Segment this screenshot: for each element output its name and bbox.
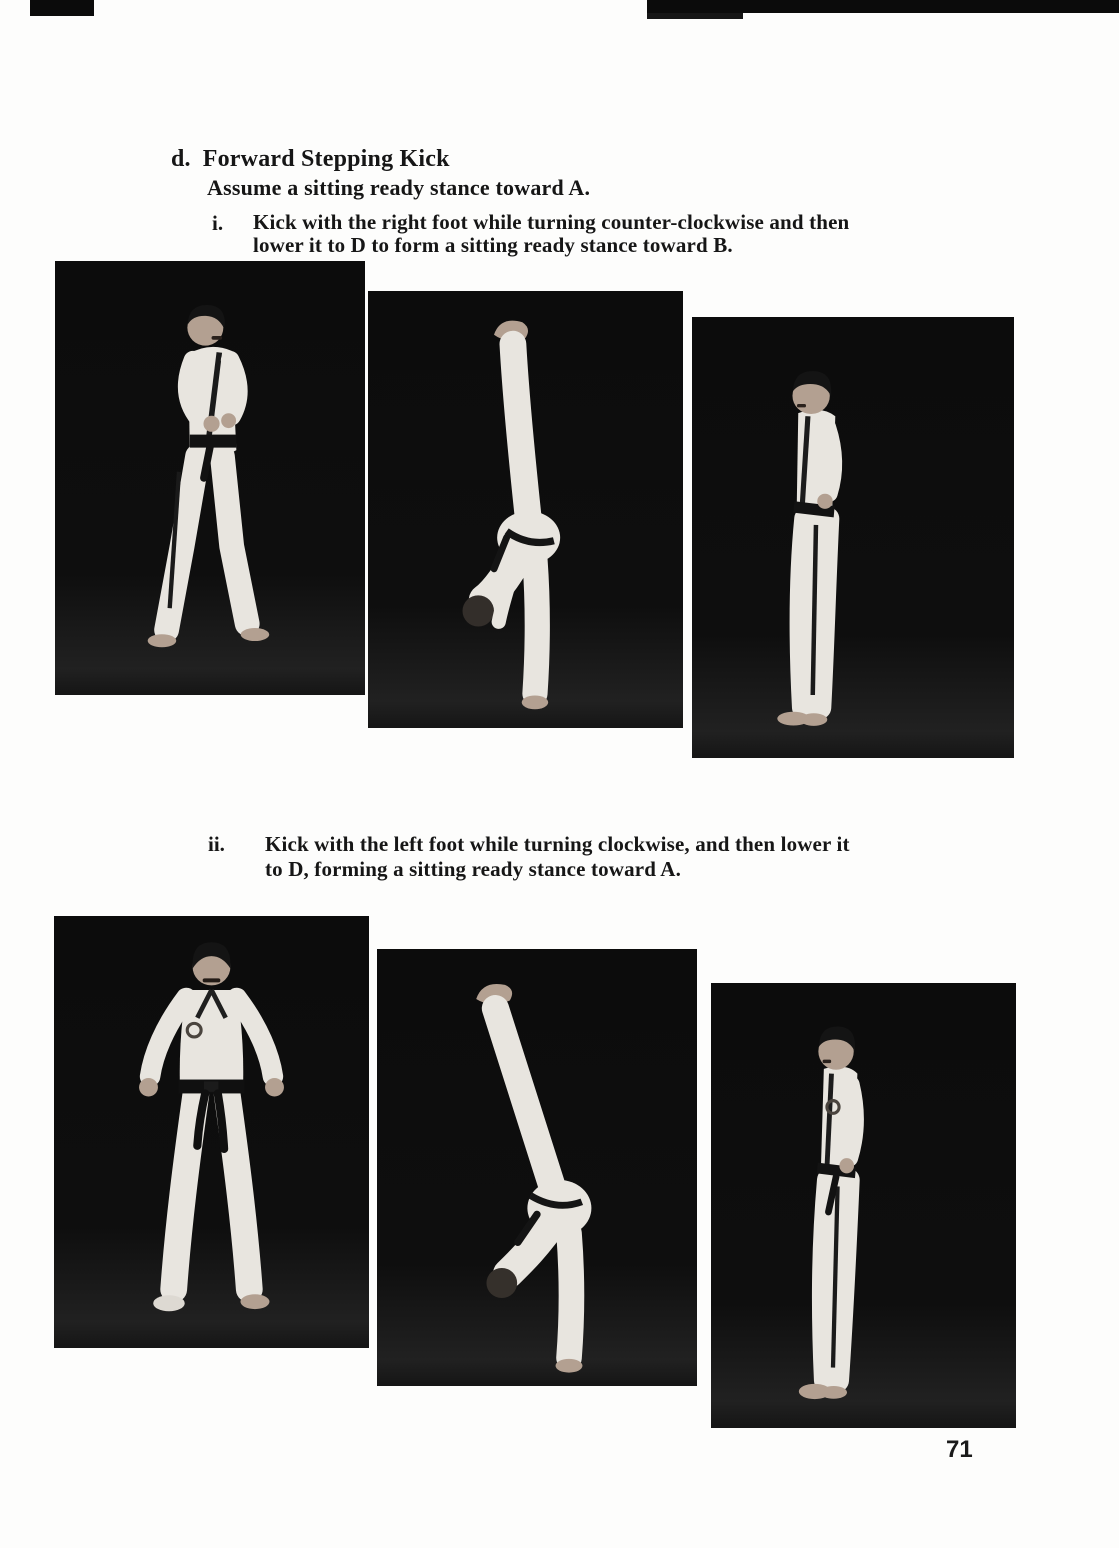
scan-artifact-top-left — [30, 0, 94, 16]
figure-legs — [153, 1095, 269, 1311]
section-heading — [171, 146, 450, 172]
step-ii — [208, 832, 850, 882]
photo-step-i-2 — [368, 291, 683, 728]
martial-artist-figure — [368, 291, 683, 728]
step-i-text — [253, 211, 849, 257]
step-i-line-1: Kick with the right foot while turning counter-clockwise and then — [253, 210, 850, 234]
figure-head — [792, 371, 831, 414]
figure-legs — [777, 519, 827, 726]
section-label: d. — [171, 146, 191, 172]
martial-artist-figure — [54, 916, 369, 1348]
figure-kicking-leg — [476, 984, 553, 1189]
section-title: Forward Stepping Kick — [202, 146, 450, 172]
figure-head — [187, 305, 225, 346]
figure-support-leg — [522, 559, 548, 709]
photo-step-ii-2 — [377, 949, 697, 1386]
figure-support-leg — [556, 1233, 583, 1373]
section-subtitle: Assume a sitting ready stance toward A. — [207, 175, 591, 200]
scan-artifact-top-right-notch — [647, 13, 743, 19]
photo-step-i-3 — [692, 317, 1014, 758]
martial-artist-figure — [692, 317, 1014, 758]
figure-head — [818, 1027, 855, 1070]
figure-legs — [148, 456, 270, 647]
step-i — [212, 211, 849, 257]
step-ii-line-1: Kick with the left foot while turning clockwise, and then lower it — [265, 832, 850, 856]
step-ii-text — [265, 832, 850, 882]
step-i-line-2: lower it to D to form a sitting ready stance toward B. — [253, 233, 733, 257]
photo-step-ii-3 — [711, 983, 1016, 1428]
scan-artifact-top-right — [647, 0, 1119, 13]
figure-kicking-leg — [494, 321, 529, 522]
figure-legs — [799, 1180, 848, 1399]
figure-head — [193, 942, 231, 985]
martial-artist-figure — [377, 949, 697, 1386]
photo-step-ii-1 — [54, 916, 369, 1348]
martial-artist-figure — [711, 983, 1016, 1428]
step-ii-line-2: to D, forming a sitting ready stance toward A. — [265, 857, 681, 881]
page-number: 71 — [946, 1436, 973, 1463]
step-ii-number: ii. — [208, 832, 225, 856]
step-i-number: i. — [212, 211, 224, 235]
martial-artist-figure — [55, 261, 365, 695]
photo-step-i-1 — [55, 261, 365, 695]
